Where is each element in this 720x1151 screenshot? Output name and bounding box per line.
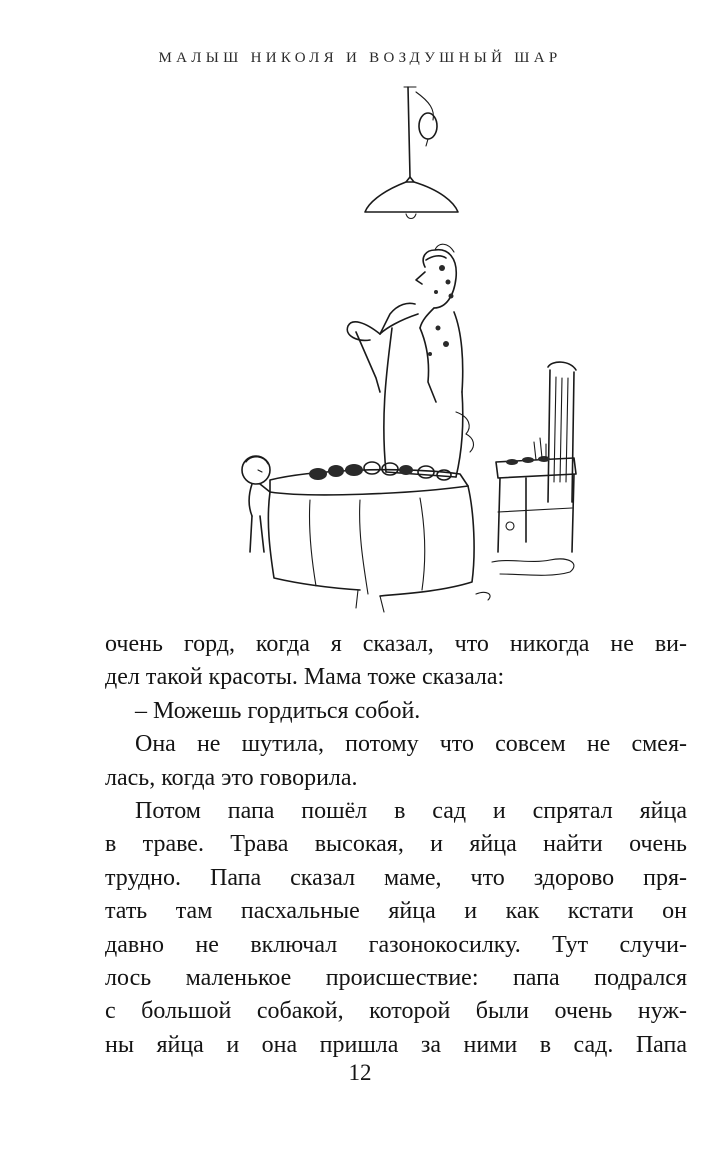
text-line: ны яйца и она пришла за ними в сад. Папа — [105, 1031, 687, 1058]
text-line: очень горд, когда я сказал, что никогда не ви- — [105, 631, 687, 657]
body-text — [105, 628, 687, 1062]
table-with-eggs — [268, 462, 474, 612]
page-number: 12 — [348, 1060, 372, 1085]
text-line: в траве. Трава высокая, и яйца найти очень — [105, 831, 687, 858]
child-figure — [242, 456, 270, 552]
text-line: лась, когда это говорила. — [105, 764, 358, 791]
papa-figure — [347, 244, 473, 477]
text-line: трудно. Папа сказал маме, что здорово пря- — [105, 864, 687, 891]
text-line: Потом папа пошёл в сад и спрятал яйца — [135, 797, 687, 824]
running-title: МАЛЫШ НИКОЛЯ И ВОЗДУШНЫЙ ШАР — [158, 50, 562, 66]
text-line: давно не включал газонокосилку. Тут случи- — [105, 931, 687, 958]
text-line: с большой собакой, которой были очень нуж- — [105, 998, 687, 1025]
text-line: Она не шутила, потому что совсем не смея- — [135, 731, 687, 758]
text-line: дел такой красоты. Мама тоже сказала: — [105, 664, 505, 691]
hanging-lamp-icon — [365, 87, 458, 219]
pen-illustration — [230, 82, 590, 617]
text-line: лось маленькое происшествие: папа подрался — [105, 964, 687, 991]
text-line: тать там пасхальные яйца и как кстати он — [105, 898, 687, 925]
text-line: – Можешь гордиться собой. — [135, 697, 421, 724]
chair-with-paints — [476, 362, 576, 600]
